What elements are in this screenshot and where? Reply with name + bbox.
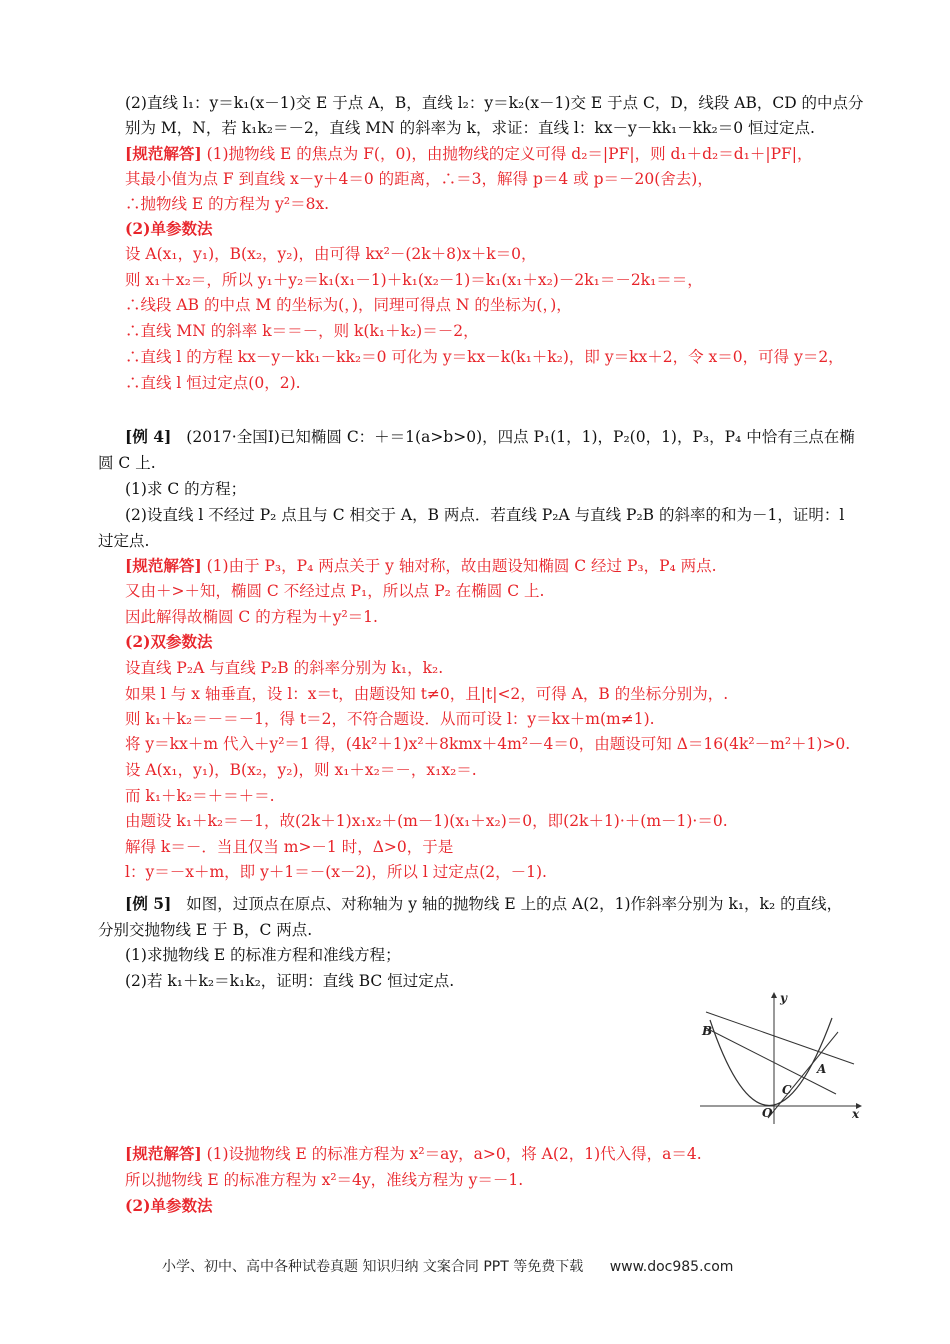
solution-3-method-heading: (2)单参数法: [125, 219, 213, 238]
example-text: (2017·全国Ⅰ)已知椭圆 C：＋＝1(a>b>0)，四点 P₁(1，1)，P₂(0，1)，P₃，P₄ 中恰有三点在椭: [186, 428, 855, 446]
problem-3-part2-line1: (2)直线 l₁：y＝k₁(x－1)交 E 于点 A，B，直线 l₂：y＝k₂(x－1)交 E 于点 C，D，线段 AB，CD 的中点分: [125, 94, 864, 112]
example-label: [例 5]: [125, 894, 172, 913]
solution-3-line10: ∴直线 l 恒过定点(0，2).: [125, 374, 301, 392]
solution-label: [规范解答]: [125, 144, 202, 163]
solution-4-line1: [125, 555, 717, 577]
example-5-line4: (2)若 k₁＋k₂＝k₁k₂，证明：直线 BC 恒过定点.: [125, 972, 455, 990]
label-x: x: [852, 1107, 860, 1121]
solution-4-line11: 由题设 k₁＋k₂＝－1，故(2k＋1)x₁x₂＋(m－1)(x₁＋x₂)＝0，即(2k＋1)·＋(m－1)·＝0.: [125, 812, 728, 830]
label-O: O: [762, 1106, 773, 1120]
solution-4-line13: l：y＝－x＋m，即 y＋1＝－(x－2)，所以 l 过定点(2，－1).: [125, 863, 547, 881]
solution-4-line6: 如果 l 与 x 轴垂直，设 l：x＝t，由题设知 t≠0，且|t|<2，可得 A，B 的坐标分别为，.: [125, 685, 729, 703]
page-footer: [162, 1256, 733, 1276]
solution-4-method-heading: (2)双参数法: [125, 632, 213, 651]
solution-label: [规范解答]: [125, 556, 202, 575]
solution-3-line3: ∴抛物线 E 的方程为 y²＝8x.: [125, 195, 330, 213]
solution-text: (1)由于 P₃，P₄ 两点关于 y 轴对称，故由题设知椭圆 C 经过 P₃，P₄ 两点.: [206, 557, 717, 575]
solution-4-line7: 则 k₁＋k₂＝－＝－1，得 t＝2，不符合题设．从而可设 l：y＝kx＋m(m≠1).: [125, 710, 655, 728]
solution-4-line2: 又由＋>＋知，椭圆 C 不经过点 P₁，所以点 P₂ 在椭圆 C 上.: [125, 582, 545, 600]
y-axis-arrow: [771, 992, 777, 998]
problem-3-part2-line2: 别为 M，N，若 k₁k₂＝－2，直线 MN 的斜率为 k，求证：直线 l：kx－y－kk₁－kk₂＝0 恒过定点.: [125, 119, 815, 137]
solution-3-line2: 其最小值为点 F 到直线 x－y＋4＝0 的距离，∴＝3，解得 p＝4 或 p＝－20(舍去)，: [125, 170, 713, 188]
solution-5-line2: 所以抛物线 E 的标准方程为 x²＝4y，准线方程为 y＝－1.: [125, 1171, 524, 1189]
label-B: B: [702, 1024, 713, 1038]
footer-text: 小学、初中、高中各种试卷真题 知识归纳 文案合同 PPT 等免费下载: [162, 1259, 584, 1275]
label-A: A: [817, 1062, 827, 1076]
label-y: y: [780, 991, 787, 1005]
solution-label: [规范解答]: [125, 1144, 202, 1163]
example-4-line2: 圆 C 上.: [98, 454, 156, 472]
example-5-line3: (1)求抛物线 E 的标准方程和准线方程；: [125, 946, 401, 964]
solution-3-line9: ∴直线 l 的方程 kx－y－kk₁－kk₂＝0 可化为 y＝kx－k(k₁＋k₂)，即 y＝kx＋2，令 x＝0，可得 y＝2，: [125, 348, 844, 366]
example-label: [例 4]: [125, 427, 172, 446]
line-BA: [706, 1028, 836, 1094]
example-4-line1: [125, 426, 855, 448]
solution-4-line3: 因此解得故椭圆 C 的方程为＋y²＝1.: [125, 608, 378, 626]
solution-4-line8: 将 y＝kx＋m 代入＋y²＝1 得，(4k²＋1)x²＋8kmx＋4m²－4＝0，由题设可知 Δ＝16(4k²－m²＋1)>0.: [125, 735, 851, 753]
example-4-line5: 过定点.: [98, 532, 150, 550]
solution-4-line5: 设直线 P₂A 与直线 P₂B 的斜率分别为 k₁，k₂.: [125, 659, 444, 677]
example-4-line3: (1)求 C 的方程；: [125, 480, 247, 498]
line-CA: [768, 1032, 838, 1118]
solution-5-method-heading: (2)单参数法: [125, 1196, 213, 1215]
solution-3-line5: 设 A(x₁，y₁)，B(x₂，y₂)，由可得 kx²－(2k＋8)x＋k＝0，: [125, 245, 537, 263]
solution-3-line6: 则 x₁＋x₂＝，所以 y₁＋y₂＝k₁(x₁－1)＋k₁(x₂－1)＝k₁(x₁＋x₂)－2k₁＝－2k₁＝＝，: [125, 271, 703, 289]
parabola-figure: [696, 990, 866, 1126]
solution-3-line8: ∴直线 MN 的斜率 k＝＝－，则 k(k₁＋k₂)＝－2，: [125, 322, 479, 340]
solution-text: (1)抛物线 E 的焦点为 F(，0)，由抛物线的定义可得 d₂＝|PF|，则 d₁＋d₂＝d₁＋|PF|，: [206, 145, 813, 163]
example-5-line1: [125, 893, 842, 915]
solution-4-line10: 而 k₁＋k₂＝＋＝＋＝.: [125, 787, 275, 805]
solution-4-line12: 解得 k＝－．当且仅当 m>－1 时，Δ>0，于是: [125, 838, 454, 856]
footer-link[interactable]: www.doc985.com: [609, 1259, 734, 1275]
solution-4-line9: 设 A(x₁，y₁)，B(x₂，y₂)，则 x₁＋x₂＝－，x₁x₂＝.: [125, 761, 477, 779]
example-text: 如图，过顶点在原点、对称轴为 y 轴的抛物线 E 上的点 A(2，1)作斜率分别为 k₁，k₂ 的直线，: [186, 895, 843, 913]
solution-5-line1: [125, 1143, 702, 1165]
example-4-line4: (2)设直线 l 不经过 P₂ 点且与 C 相交于 A，B 两点．若直线 P₂A 与直线 P₂B 的斜率的和为－1，证明：l: [125, 506, 845, 524]
solution-3-line1: [125, 143, 813, 165]
solution-3-line7: ∴线段 AB 的中点 M 的坐标为(，)，同理可得点 N 的坐标为(，)，: [125, 296, 572, 314]
solution-text: (1)设抛物线 E 的标准方程为 x²＝ay，a>0，将 A(2，1)代入得，a＝4.: [206, 1145, 702, 1163]
example-5-line2: 分别交抛物线 E 于 B，C 两点.: [98, 921, 313, 939]
label-C: C: [782, 1083, 792, 1097]
